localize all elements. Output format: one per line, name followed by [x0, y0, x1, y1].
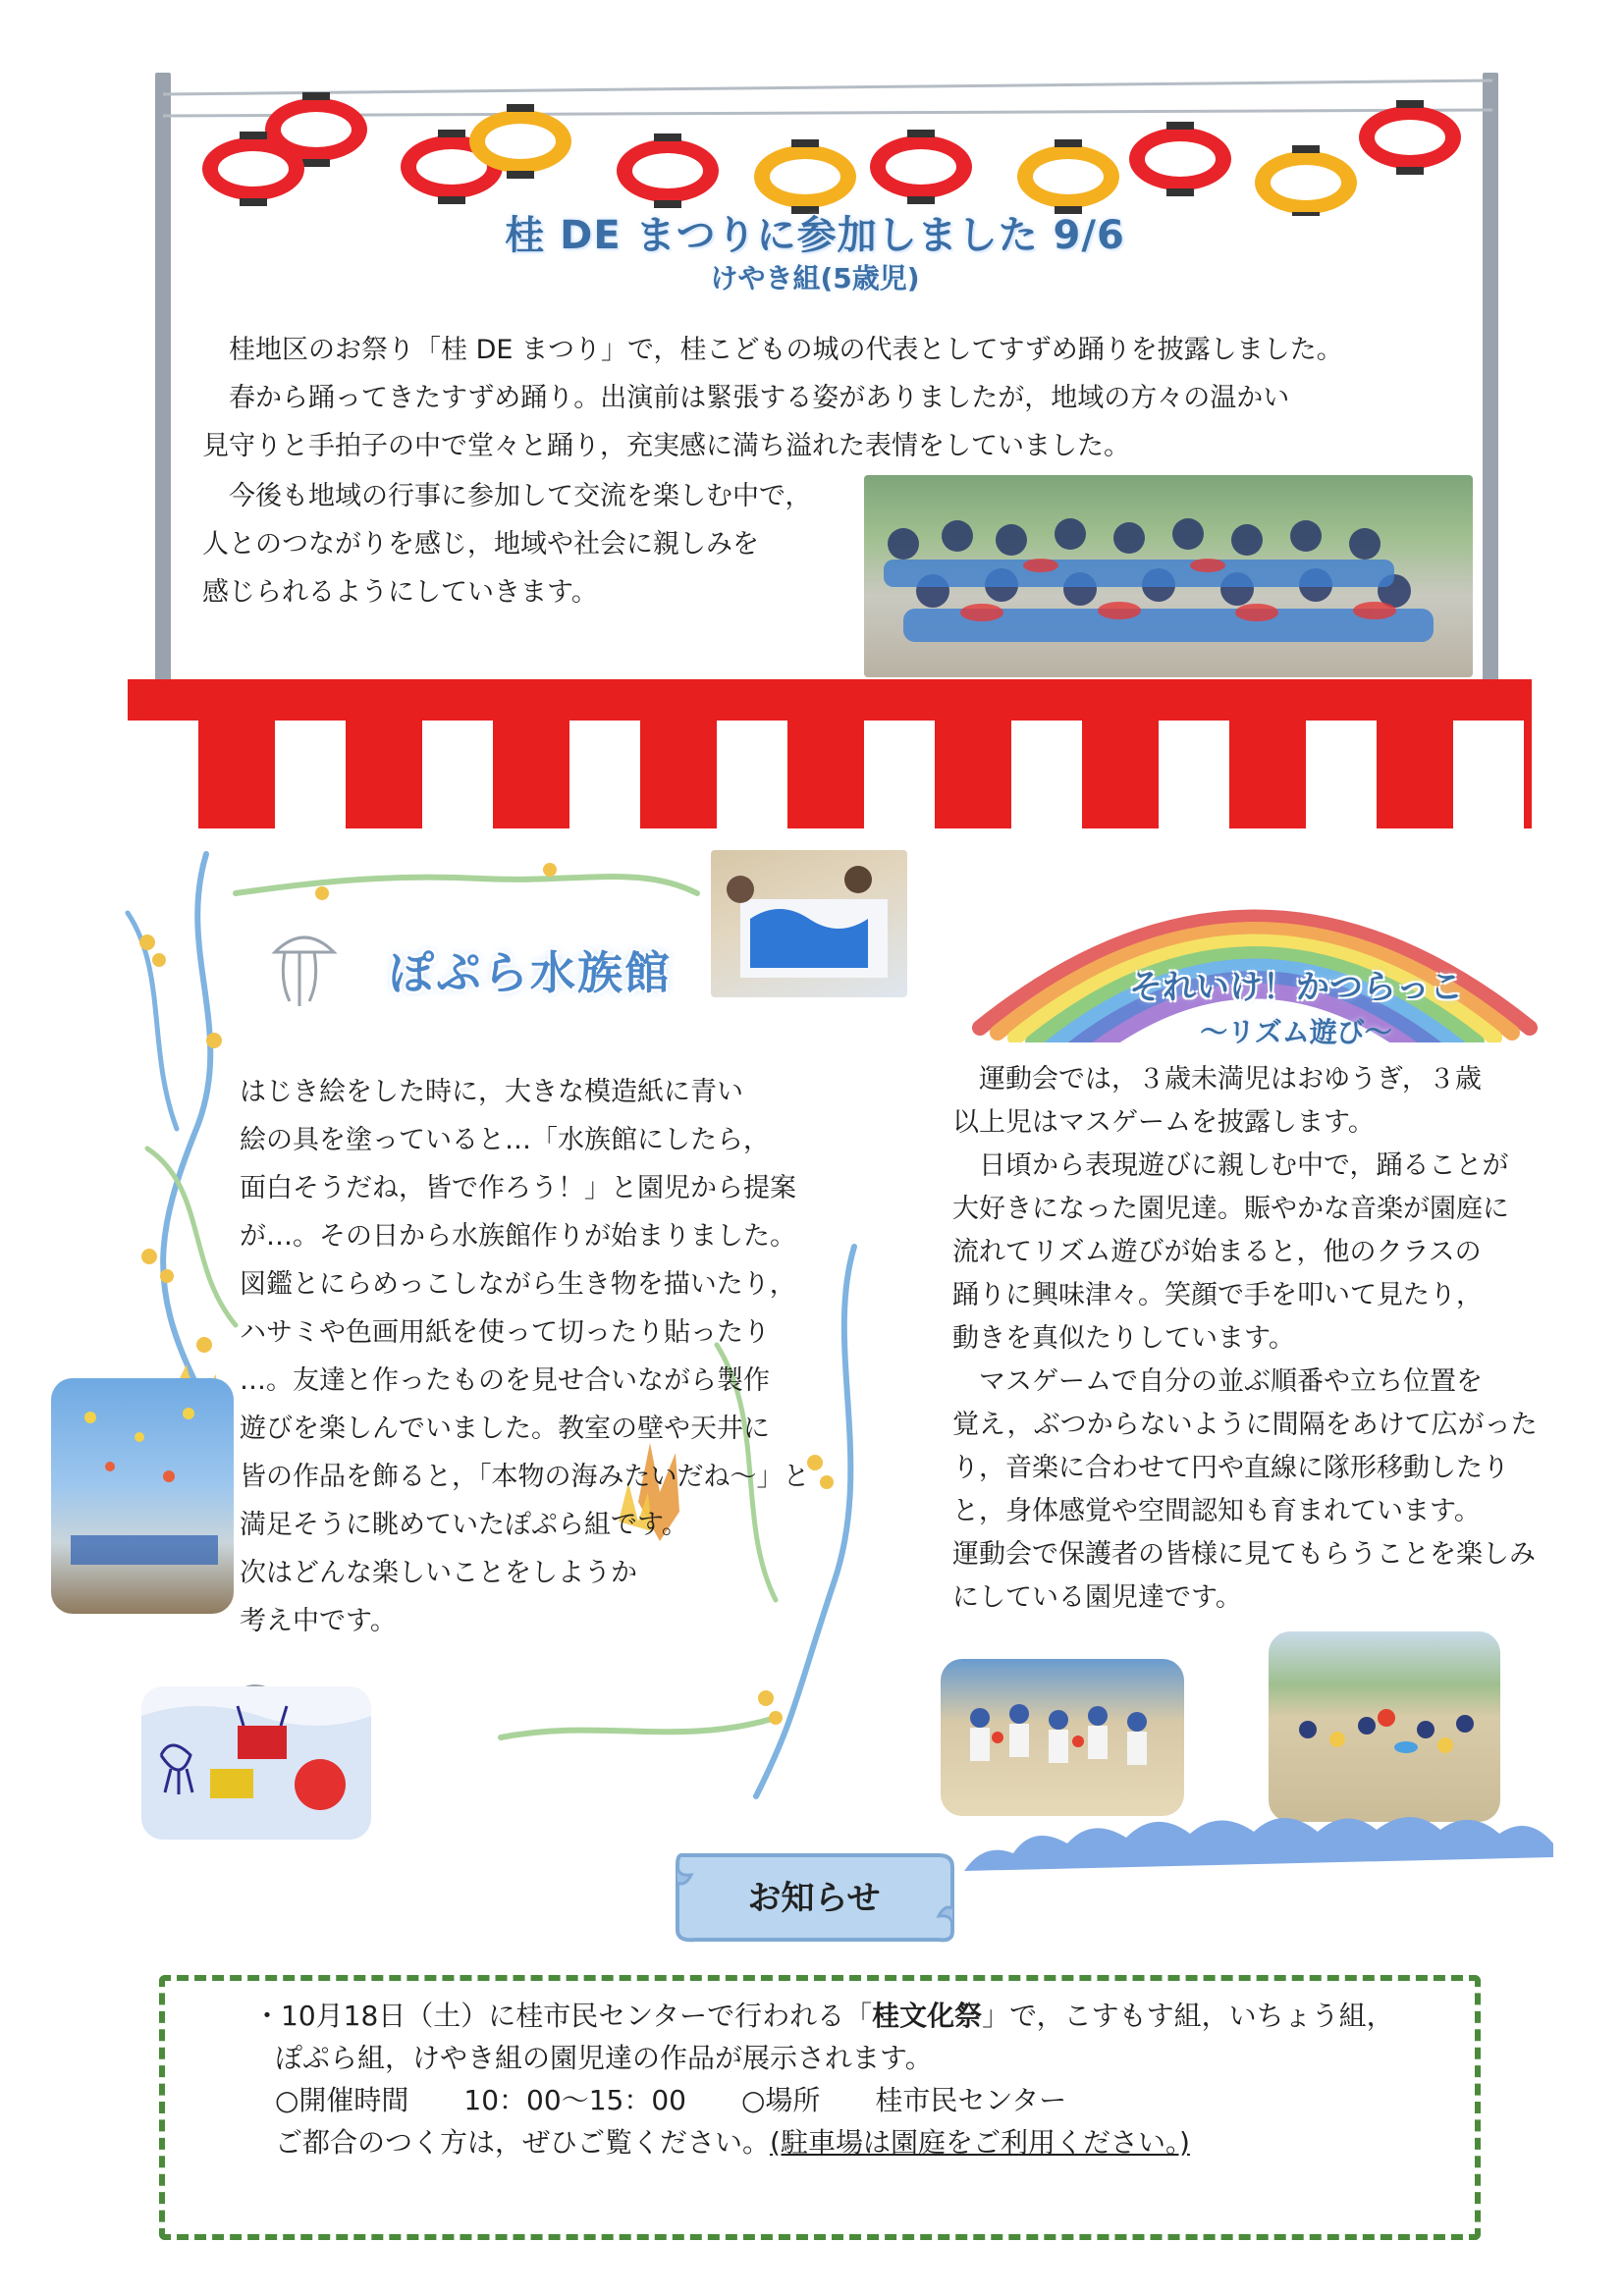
rhythm-line: と，身体感覚や空間認知も育まれています。	[952, 1496, 1481, 1526]
aquarium-line: 面白そうだね，皆で作ろう！」と園児から提案	[240, 1173, 796, 1203]
festival-line: 感じられるようにしていきます。	[202, 577, 598, 608]
notice-line-4-pre: ご都合のつく方は，ぜひご覧ください。	[275, 2126, 771, 2159]
rhythm-line: マスゲームで自分の並ぶ順番や立ち位置を	[952, 1366, 1483, 1397]
notice-line-3: ○開催時間 10：00～15：00 ○場所 桂市民センター	[275, 2084, 1067, 2116]
lantern-6	[754, 139, 856, 214]
notice-line-1	[253, 1995, 1461, 2037]
notice-text	[253, 1995, 1461, 2163]
aquarium-painting-photo	[711, 850, 907, 997]
lantern-8	[1017, 139, 1119, 214]
aquarium-line: 図鑑とにらめっこしながら生き物を描いたり，	[240, 1269, 796, 1300]
rhythm-play-photo-1	[941, 1659, 1184, 1816]
festival-subtitle: けやき組(5歳児)	[710, 262, 920, 294]
sea-creature-drawing-photo	[141, 1686, 371, 1840]
aquarium-line: が…。その日から水族館作りが始まりました。	[240, 1221, 796, 1252]
cloud-decoration	[964, 1806, 1593, 1875]
festival-paragraph-2	[202, 472, 831, 616]
aquarium-line: …。友達と作ったものを見せ合いながら製作	[240, 1365, 770, 1396]
aquarium-title: ぽぷら水族館	[389, 946, 672, 999]
aquarium-line: はじき絵をした時に，大きな模造紙に青い	[240, 1077, 743, 1107]
aquarium-line: 絵の具を塗っていると…「水族館にしたら，	[240, 1125, 770, 1155]
classroom-ceiling-photo	[51, 1378, 234, 1614]
rhythm-title: それいけ！かつらっこ	[1129, 968, 1463, 1007]
rhythm-line: 運動会では，３歳未満児はおゆうぎ，３歳	[952, 1064, 1482, 1095]
aquarium-line: 遊びを楽しんでいました。教室の壁や天井に	[240, 1414, 770, 1444]
rhythm-line: 流れてリズム遊びが始まると，他のクラスの	[952, 1237, 1482, 1267]
rhythm-play-photo-2	[1269, 1631, 1500, 1822]
lantern-garland	[0, 0, 1624, 216]
rhythm-line: 覚え，ぶつからないように間隔をあけて広がった	[952, 1410, 1538, 1440]
aquarium-line: 次はどんな楽しいことをしようか	[240, 1558, 637, 1588]
notice-line-1-post: 」で，こすもす組，いちょう組，	[982, 2000, 1394, 2032]
lantern-5	[617, 133, 719, 208]
rhythm-line: 日頃から表現遊びに親しむ中で，踊ることが	[952, 1150, 1509, 1181]
aquarium-line: ハサミや色画用紙を使って切ったり貼ったり	[240, 1317, 770, 1348]
parking-note: (駐車場は園庭をご利用ください。)	[770, 2126, 1190, 2159]
festival-title: 桂 DE まつりに参加しました 9/6	[505, 213, 1125, 258]
festival-line: 今後も地域の行事に参加して交流を楽しむ中で，	[202, 481, 812, 511]
notice-line-4	[253, 2121, 1461, 2163]
rhythm-line: 以上児はマスゲームを披露します。	[952, 1107, 1375, 1138]
notice-heading: お知らせ	[747, 1879, 881, 1918]
rhythm-line: り，音楽に合わせて円や直線に隊形移動したり	[952, 1453, 1509, 1483]
curtain-top-band	[128, 679, 1532, 721]
festival-paragraph	[202, 326, 1479, 470]
festival-name: 桂文化祭	[872, 2000, 983, 2032]
aquarium-line: 皆の作品を飾ると，「本物の海みたいだね～」と	[240, 1462, 810, 1492]
aquarium-line: 考え中です。	[240, 1606, 397, 1636]
rhythm-paragraph	[952, 1058, 1600, 1620]
lantern-10	[1255, 145, 1357, 216]
rhythm-line: 動きを真似たりしています。	[952, 1323, 1295, 1354]
rhythm-line: にしている園児達です。	[952, 1582, 1242, 1613]
lantern-7	[870, 130, 972, 204]
festival-line: 人とのつながりを感じ，地域や社会に親しみを	[202, 529, 759, 560]
aquarium-paragraph	[240, 1068, 868, 1645]
festival-line: 桂地区のお祭り「桂 DE まつり」で，桂こどもの城の代表としてすずめ踊りを披露しました。	[202, 335, 1343, 365]
rhythm-line: 踊りに興味津々。笑顔で手を叩いて見たり，	[952, 1280, 1483, 1310]
festival-line: 見守りと手拍子の中で堂々と踊り，充実感に満ち溢れた表情をしていました。	[202, 431, 1130, 461]
festival-dance-photo	[864, 475, 1473, 677]
rhythm-subtitle: ～リズム遊び～	[1200, 1016, 1392, 1048]
notice-line-2: ぽぷら組，けやき組の園児達の作品が展示されます。	[275, 2042, 933, 2074]
lantern-9	[1129, 122, 1231, 196]
rhythm-line: 運動会で保護者の皆様に見てもらうことを楽しみ	[952, 1539, 1536, 1570]
notice-line-1-pre: ・10月18日（土）に桂市民センターで行われる「	[253, 2000, 873, 2032]
festival-line: 春から踊ってきたすずめ踊り。出演前は緊張する姿がありましたが，地域の方々の温かい	[202, 383, 1290, 413]
aquarium-line: 満足そうに眺めていたぽぷら組です。	[240, 1510, 688, 1540]
rhythm-line: 大好きになった園児達。賑やかな音楽が園庭に	[952, 1194, 1509, 1224]
